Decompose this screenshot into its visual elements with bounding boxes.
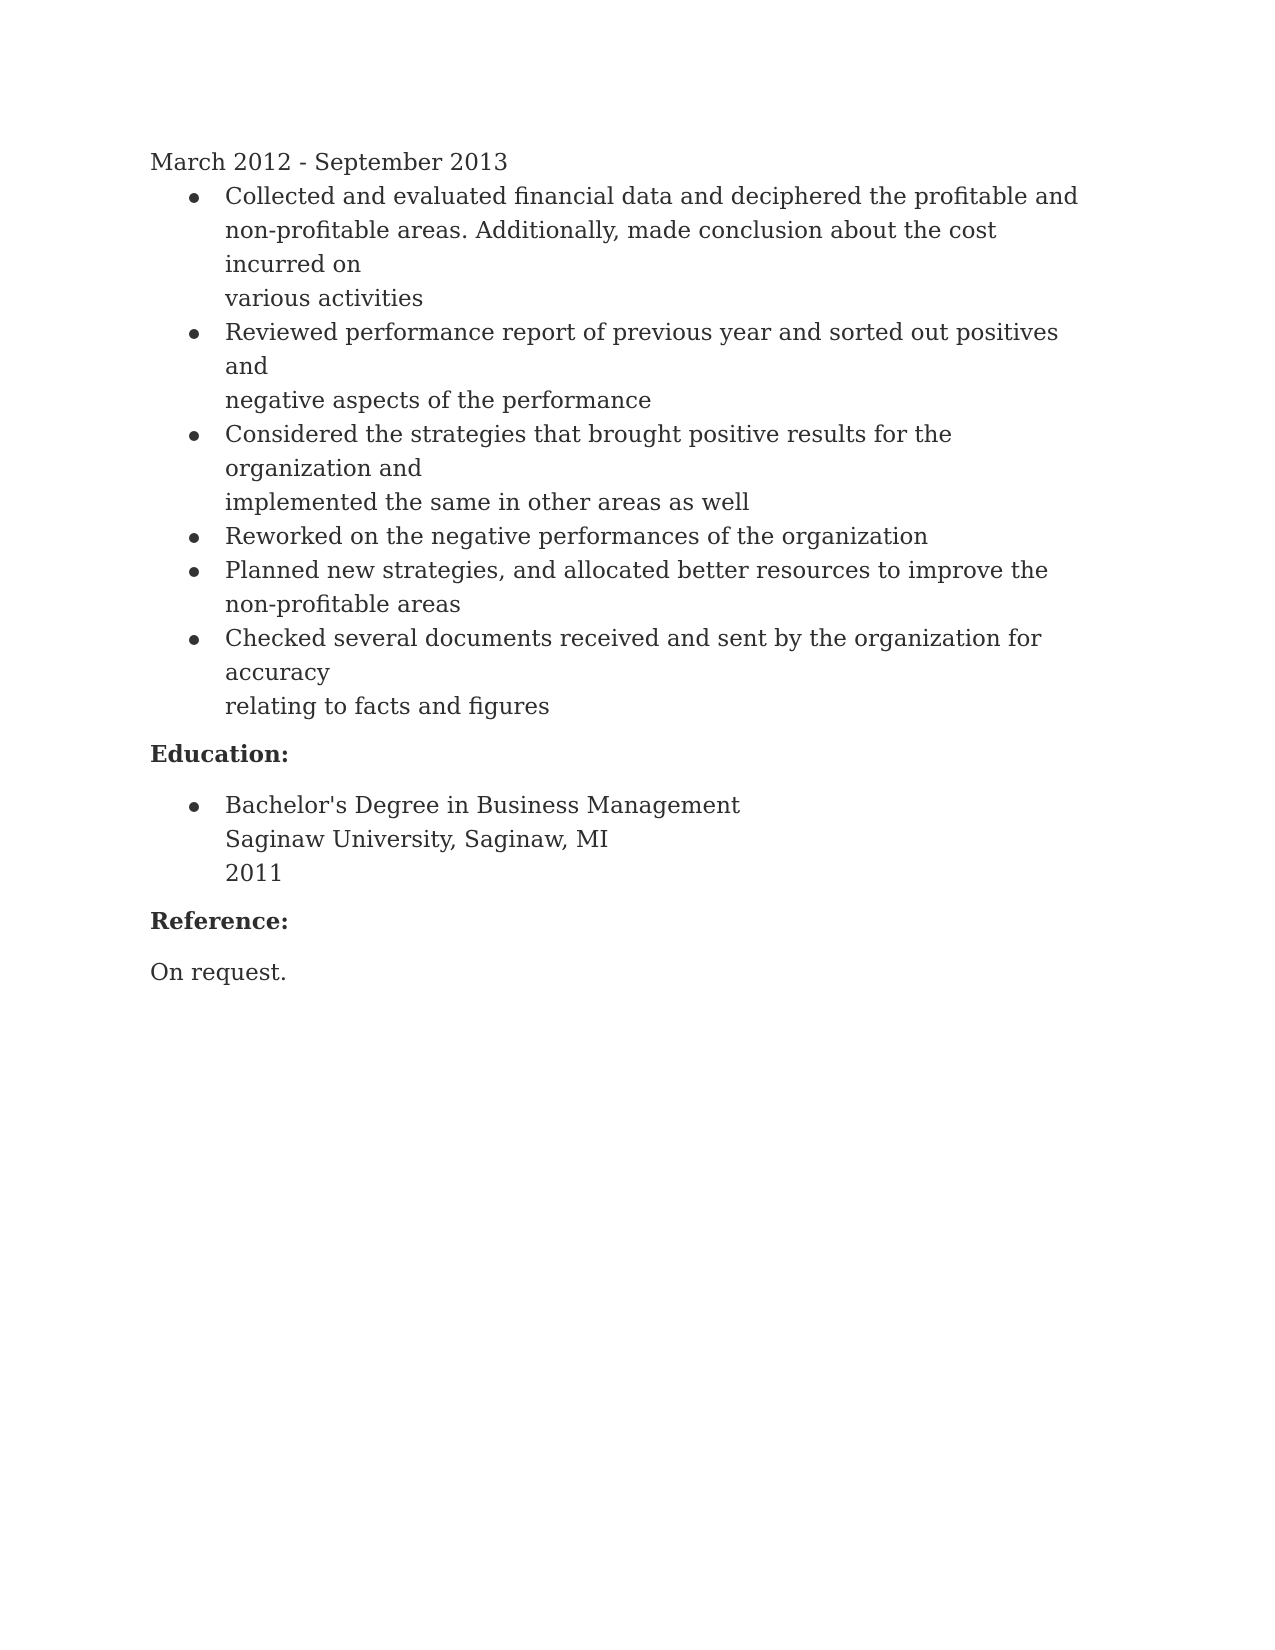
reference-text: On request. — [150, 960, 288, 986]
bullet-icon — [189, 431, 199, 441]
education-heading: Education: — [150, 741, 290, 768]
duty-line: Collected and evaluated financial data and deciphered the profitable and — [225, 184, 1079, 210]
duty-line: various activities — [225, 286, 424, 312]
bullet-icon — [189, 193, 199, 203]
list-item — [150, 316, 1100, 418]
list-item — [150, 180, 1100, 316]
list-item — [150, 554, 1100, 622]
reference-heading: Reference: — [150, 908, 289, 935]
duty-line: Checked several documents received and sent by the organization for accuracy — [225, 626, 1042, 686]
duty-line: non-profitable areas. Additionally, made conclusion about the cost incurred on — [225, 218, 997, 278]
bullet-icon — [189, 802, 199, 812]
duty-line: Reworked on the negative performances of the organization — [225, 524, 929, 550]
duty-line: non-profitable areas — [225, 592, 461, 618]
bullet-icon — [189, 567, 199, 577]
school-text: Saginaw University, Saginaw, MI — [225, 827, 609, 853]
duty-line: Planned new strategies, and allocated better resources to improve the — [225, 558, 1049, 584]
bullet-icon — [189, 635, 199, 645]
job-duties-list — [150, 180, 1100, 724]
duty-line: relating to facts and figures — [225, 694, 550, 720]
list-item — [150, 520, 1100, 554]
duty-line: implemented the same in other areas as well — [225, 490, 750, 516]
education-list — [150, 789, 1100, 891]
duty-line: negative aspects of the performance — [225, 388, 652, 414]
bullet-icon — [189, 533, 199, 543]
graduation-year: 2011 — [225, 861, 284, 887]
document-page — [150, 146, 1100, 990]
job-dates: March 2012 - September 2013 — [150, 150, 509, 176]
duty-line: Reviewed performance report of previous year and sorted out positives and — [225, 320, 1059, 380]
list-item — [150, 622, 1100, 724]
duty-line: Considered the strategies that brought positive results for the organization and — [225, 422, 953, 482]
list-item — [150, 418, 1100, 520]
list-item — [150, 789, 1100, 891]
bullet-icon — [189, 329, 199, 339]
degree-text: Bachelor's Degree in Business Management — [225, 793, 741, 819]
